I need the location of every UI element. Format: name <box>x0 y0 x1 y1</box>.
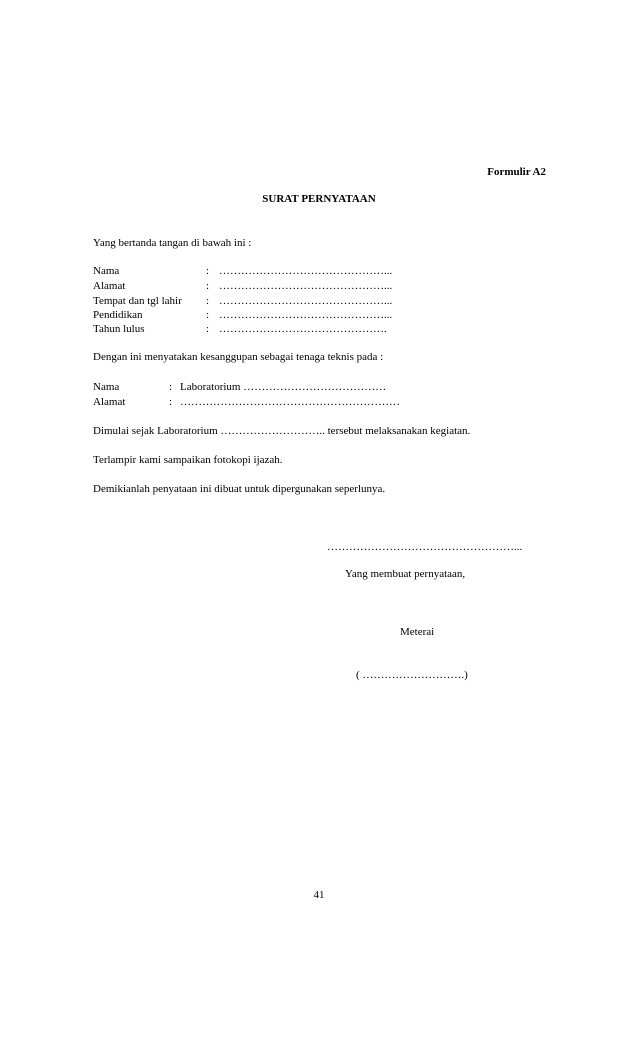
field-label: Tempat dan tgl lahir <box>93 295 182 307</box>
lab-colon: : <box>169 396 173 408</box>
statement-text: Dengan ini menyatakan kesanggupan sebagai tenaga teknis pada : <box>93 351 384 363</box>
form-code: Formulir A2 <box>487 166 546 178</box>
page-number: 41 <box>313 889 325 901</box>
field-dots: ………………………………………. <box>219 323 387 335</box>
field-label: Nama <box>93 265 120 277</box>
start-sentence: Dimulai sejak Laboratorium ……………………….. tersebut melaksanakan kegiatan. <box>93 425 471 437</box>
field-dots: ………………………………………... <box>219 265 393 277</box>
document-title: SURAT PERNYATAAN <box>262 193 376 205</box>
intro-text: Yang bertanda tangan di bawah ini : <box>93 237 252 249</box>
field-colon: : <box>206 280 210 292</box>
closing-sentence: Demikianlah penyataan ini dibuat untuk dipergunakan seperlunya. <box>93 483 386 495</box>
field-colon: : <box>206 265 210 277</box>
field-label: Pendidikan <box>93 309 143 321</box>
field-colon: : <box>206 309 210 321</box>
field-label: Tahun lulus <box>93 323 145 335</box>
lab-label: Alamat <box>93 396 126 408</box>
lab-colon: : <box>169 381 173 393</box>
stamp-label: Meterai <box>400 626 435 638</box>
lab-value: Laboratorium ………………………………… <box>180 381 387 393</box>
maker-label: Yang membuat pernyataan, <box>345 568 466 580</box>
lab-label: Nama <box>93 381 120 393</box>
place-date-line: ……………………………………………... <box>327 541 523 553</box>
field-label: Alamat <box>93 280 126 292</box>
signer-name-placeholder: ( ……………………….) <box>356 669 468 681</box>
field-colon: : <box>206 323 210 335</box>
field-dots: ………………………………………... <box>219 295 393 307</box>
attachment-sentence: Terlampir kami sampaikan fotokopi ijazah. <box>93 454 283 466</box>
lab-value: …………………………………………………… <box>180 396 400 408</box>
field-dots: ………………………………………... <box>219 280 393 292</box>
field-colon: : <box>206 295 210 307</box>
field-dots: ………………………………………... <box>219 309 393 321</box>
